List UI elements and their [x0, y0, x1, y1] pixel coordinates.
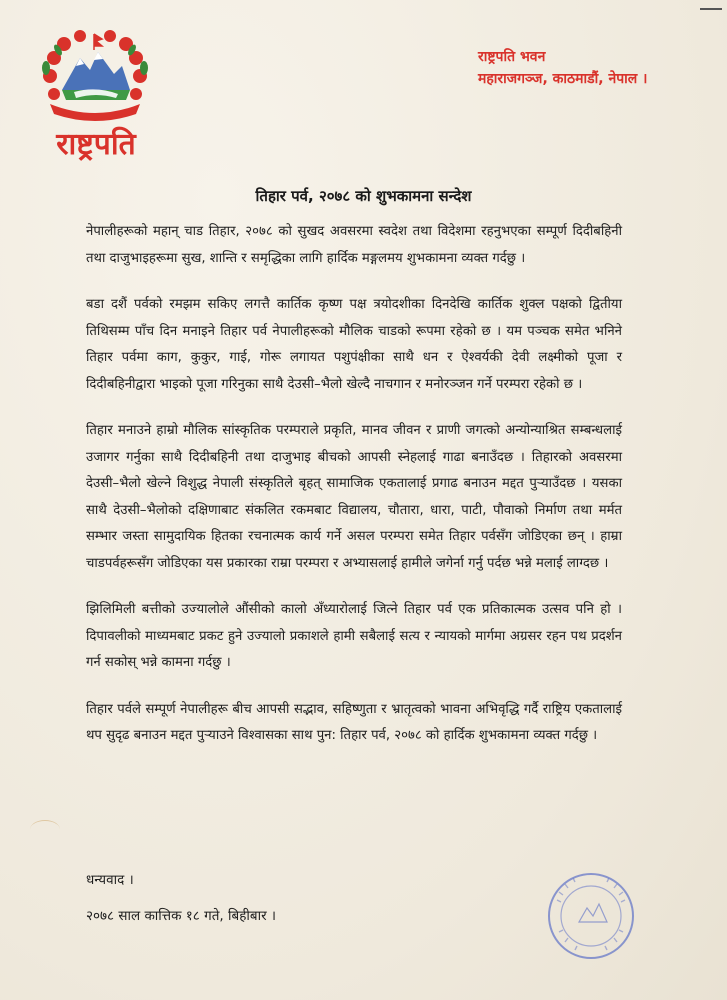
national-emblem-icon	[36, 28, 154, 124]
address-line-2: महाराजगञ्ज, काठमाडौं, नेपाल ।	[478, 71, 648, 87]
paragraph-3: तिहार मनाउने हाम्रो मौलिक सांस्कृतिक परम्पराले प्रकृति, मानव जीवन र प्राणी जगत्को अन्योन्याश्रित सम्बन्धलाई उजागर गर्नुका साथै दिदीबहिनी तथा दाजुभाइ बीचको आपसी स्नेहलाई गाढा बनाउँदछ । तिहारको अवसरमा देउसी–भैलो खेल्ने विशुद्ध नेपाली संस्कृतिले बृहत् सामाजिक एकतालाई प्रगाढ बनाउन मद्दत पुऱ्याउँदछ । यसका साथै देउसी–भैलोको दक्षिणाबाट संकलित रकमबाट विद्यालय, चौतारा, धारा, पाटी, पौवाको निर्माण तथा मर्मत सम्भार जस्ता सामुदायिक हितका रचनात्मक कार्य गर्ने असल परम्परा समेत तिहार पर्वसँग जोडिएका छन् । हाम्रा चाडपर्वहरूसँग जोडिएका यस प्रकारका राम्रा परम्परा र अभ्यासलाई हामीले जगेर्ना गर्नु पर्दछ भन्ने मलाई लाग्दछ ।	[86, 423, 622, 571]
message-body	[86, 219, 622, 770]
corner-mark	[700, 8, 722, 10]
paragraph-2: बडा दशैं पर्वको रमझम सकिए लगत्तै कार्तिक कृष्ण पक्ष त्रयोदशीका दिनदेखि कार्तिक शुक्ल पक्षको द्वितीया तिथिसम्म पाँच दिन मनाइने तिहार पर्व नेपालीहरूको मौलिक चाडको रूपमा रहेको छ । यम पञ्चक समेत भनिने तिहार पर्वमा काग, कुकुर, गाई, गोरू लगायत पशुपंक्षीका साथै धन र ऐश्वर्यकी देवी लक्ष्मीको पूजा र दिदीबहिनीद्वारा भाइको पूजा गरिनुका साथै देउसी–भैलो खेल्दै नाचगान र मनोरञ्जन गर्ने परम्परा रहेको छ ।	[86, 297, 622, 392]
message-title: तिहार पर्व, २०७८ को शुभकामना सन्देश	[255, 187, 472, 205]
official-seal-icon	[545, 870, 637, 962]
paragraph-4: झिलिमिली बत्तीको उज्यालोले औंसीको कालो अँध्यारोलाई जित्ने तिहार पर्व एक प्रतिकात्मक उत्सव पनि हो । दिपावलीको माध्यमबाट प्रकट हुने उज्यालो प्रकाशले हामी सबैलाई सत्य र न्यायको मार्गमा अग्रसर रहन पथ प्रदर्शन गर्न सकोस् भन्ने कामना गर्दछु ।	[86, 602, 622, 670]
date-text: २०७८ साल कात्तिक १८ गते, बिहीबार ।	[86, 908, 276, 924]
paragraph-1: नेपालीहरूको महान् चाड तिहार, २०७८ को सुखद अवसरमा स्वदेश तथा विदेशमा रहनुभएका सम्पूर्ण दिदीबहिनी तथा दाजुभाइहरूमा सुख, शान्ति र समृद्धिका लागि हार्दिक मङ्गलमय शुभकामना व्यक्त गर्दछु ।	[86, 224, 622, 266]
paragraph-5: तिहार पर्वले सम्पूर्ण नेपालीहरू बीच आपसी सद्भाव, सहिष्णुता र भ्रातृत्वको भावना अभिवृद्धि गर्दै राष्ट्रिय एकतालाई थप सुदृढ बनाउन मद्दत पुऱ्याउने विश्वासका साथ पुन: तिहार पर्व, २०७८ को हार्दिक शुभकामना व्यक्त गर्दछु ।	[86, 701, 622, 743]
brand-title: राष्ट्रपति	[56, 127, 136, 162]
paper-smudge	[30, 820, 60, 839]
closing-text: धन्यवाद ।	[86, 872, 134, 888]
letterhead-address	[478, 46, 647, 90]
address-line-1: राष्ट्रपति भवन	[478, 49, 546, 65]
